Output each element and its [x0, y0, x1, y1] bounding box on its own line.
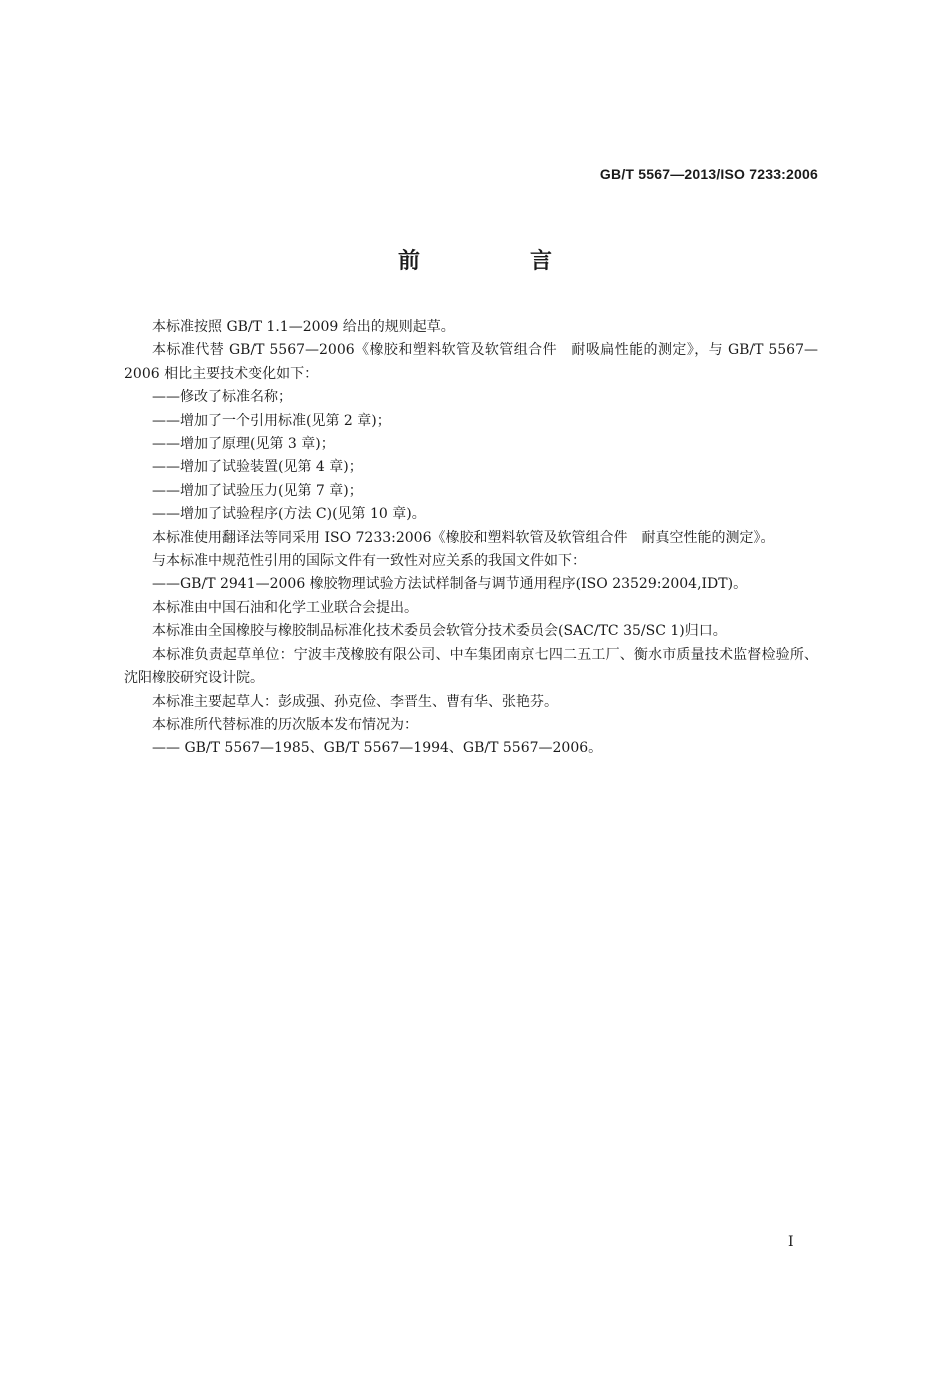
list-item: ——增加了试验装置(见第 4 章)； — [152, 459, 363, 476]
paragraph: 本标准负责起草单位：宁波丰茂橡胶有限公司、中车集团南京七四二五工厂、衡水市质量技术监督检验所、沈阳橡胶研究设计院。 — [124, 646, 818, 687]
list-item: ——修改了标准名称； — [152, 389, 292, 406]
paragraph: 本标准使用翻译法等同采用 ISO 7233:2006《橡胶和塑料软管及软管组合件 耐真空性能的测定》。 — [152, 529, 775, 546]
paragraph: 本标准由全国橡胶与橡胶制品标准化技术委员会软管分技术委员会(SAC/TC 35/SC 1)归口。 — [152, 623, 727, 640]
paragraph: 本标准所代替标准的历次版本发布情况为： — [152, 716, 418, 733]
page-number: I — [788, 1234, 794, 1250]
list-item: ——增加了试验程序(方法 C)(见第 10 章)。 — [152, 506, 426, 523]
paragraph: 与本标准中规范性引用的国际文件有一致性对应关系的我国文件如下： — [152, 553, 586, 570]
list-item: ——增加了一个引用标准(见第 2 章)； — [152, 412, 391, 429]
paragraph: 本标准按照 GB/T 1.1—2009 给出的规则起草。 — [152, 319, 455, 335]
paragraph: 本标准由中国石油和化学工业联合会提出。 — [152, 599, 418, 616]
foreword-body — [124, 316, 818, 761]
list-item: ——GB/T 2941—2006 橡胶物理试验方法试样制备与调节通用程序(ISO 23529:2004,IDT)。 — [152, 576, 748, 593]
page-title: 前 言 — [397, 249, 596, 274]
paragraph: 本标准代替 GB/T 5567—2006《橡胶和塑料软管及软管组合件 耐吸扁性能的测定》，与 GB/T 5567—2006 相比主要技术变化如下： — [124, 342, 818, 382]
list-item: ——增加了原理(见第 3 章)； — [152, 436, 335, 453]
standard-code: GB/T 5567—2013/ISO 7233:2006 — [599, 166, 818, 182]
list-item: ——增加了试验压力(见第 7 章)； — [152, 482, 363, 499]
paragraph: 本标准主要起草人：彭成强、孙克俭、李晋生、曹有华、张艳芬。 — [152, 693, 558, 710]
list-item: —— GB/T 5567—1985、GB/T 5567—1994、GB/T 5567—2006。 — [152, 740, 603, 757]
